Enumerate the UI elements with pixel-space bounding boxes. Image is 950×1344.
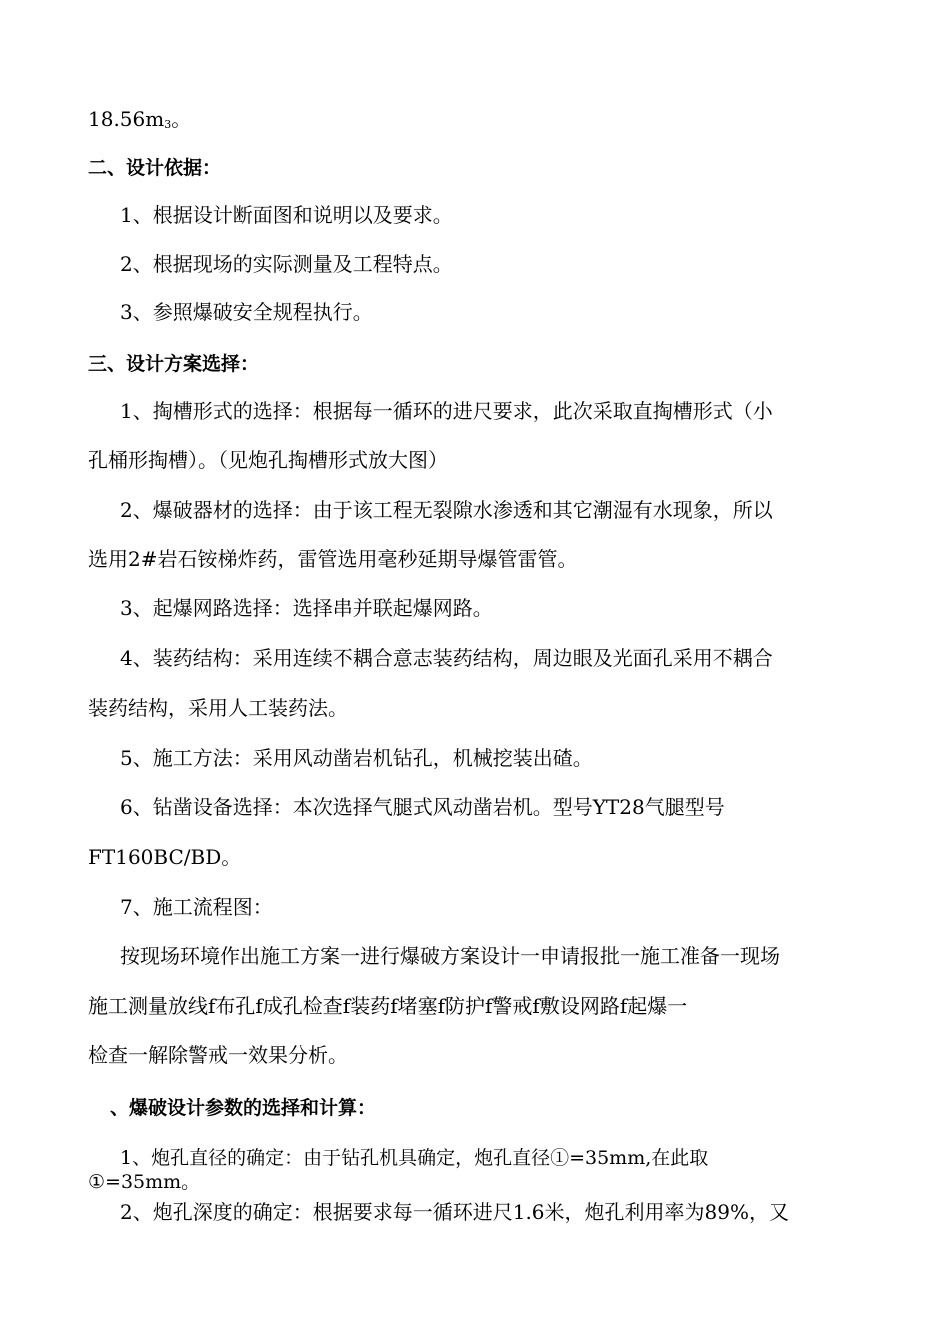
- flow-text-line-1: 按现场环境作出施工方案一进行爆破方案设计一申请报批一施工准备一现场: [120, 944, 780, 968]
- param-item-1-line-2: ①=35mm。: [88, 1171, 201, 1193]
- text-line: [88, 105, 862, 139]
- scheme-item-3: 3、起爆网路选择：选择串并联起爆网路。: [120, 596, 493, 620]
- section-heading-design-scheme: 三、设计方案选择：: [88, 353, 260, 375]
- param-item-1-line-1: 1、炮孔直径的确定：由于钻孔机具确定，炮孔直径①=35mm,在此取: [120, 1147, 709, 1169]
- section-heading-blasting-params: 、爆破设计参数的选择和计算：: [110, 1097, 377, 1119]
- scheme-item-7: 7、施工流程图：: [120, 895, 273, 919]
- scheme-item-4-line-2: 装药结构，采用人工装药法。: [88, 696, 348, 720]
- section-heading-design-basis: 二、设计依据：: [88, 157, 222, 179]
- volume-value: 18.56m: [88, 107, 165, 131]
- basis-item-3: 3、参照爆破安全规程执行。: [120, 300, 373, 324]
- scheme-item-4-line-1: 4、装药结构：采用连续不耦合意志装药结构，周边眼及光面孔采用不耦合: [120, 646, 773, 670]
- scheme-item-2-line-1: 2、爆破器材的选择：由于该工程无裂隙水渗透和其它潮湿有水现象，所以: [120, 498, 773, 522]
- unit-superscript: 3: [164, 118, 172, 131]
- scheme-item-5: 5、施工方法：采用风动凿岩机钻孔，机械挖装出碴。: [120, 746, 593, 770]
- scheme-item-2-line-2: 选用2#岩石铵梯炸药，雷管选用毫秒延期导爆管雷管。: [88, 547, 578, 571]
- flow-text-line-2: 施工测量放线f布孔f成孔检查f装药f堵塞f防护f警戒f敷设网路f起爆一: [88, 994, 688, 1018]
- flow-text-line-3: 检查一解除警戒一效果分析。: [88, 1043, 348, 1067]
- scheme-item-1-line-2: 孔桶形掏槽）。（见炮孔掏槽形式放大图）: [88, 448, 448, 472]
- scheme-item-1-line-1: 1、掏槽形式的选择：根据每一循环的进尺要求，此次采取直掏槽形式（小: [120, 399, 773, 423]
- scheme-item-6-line-2: FT160BC/BD。: [88, 845, 242, 869]
- basis-item-1: 1、根据设计断面图和说明以及要求。: [120, 203, 453, 227]
- param-item-2-line-1: 2、炮孔深度的确定：根据要求每一循环进尺1.6米，炮孔利用率为89%，又: [120, 1200, 789, 1224]
- basis-item-2: 2、根据现场的实际测量及工程特点。: [120, 252, 453, 276]
- scheme-item-6-line-1: 6、钻凿设备选择：本次选择气腿式风动凿岩机。型号YT28气腿型号: [120, 795, 725, 819]
- line-end-punct: 。: [171, 107, 192, 131]
